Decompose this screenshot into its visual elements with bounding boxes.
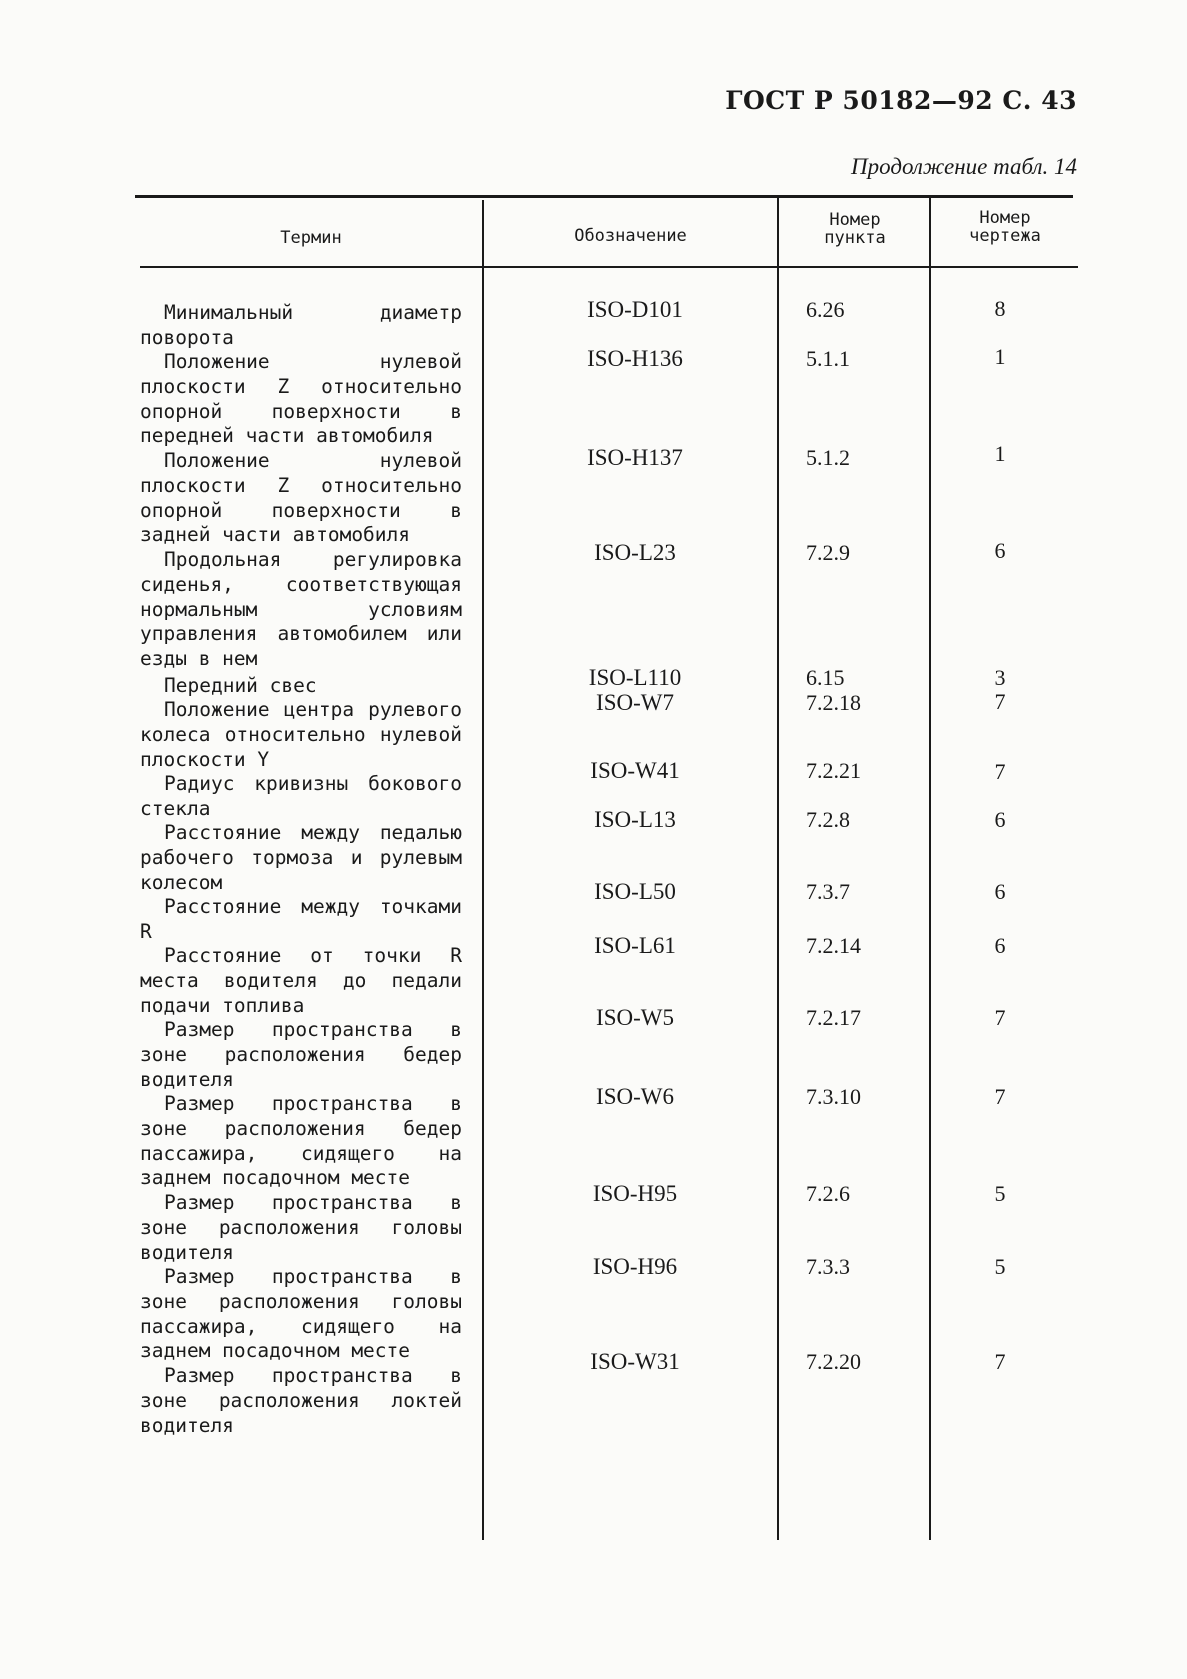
table-row-code: ISO-W6	[596, 1084, 674, 1109]
table-row-figure-number: 6	[994, 933, 1006, 958]
table-row-term: Размер пространства в зоне расположения головы пассажира, сидящего на заднем посадочном месте	[140, 1265, 462, 1363]
table-row-code: ISO-L110	[588, 665, 682, 690]
table-row-term: Передний свес	[164, 674, 317, 697]
column-header-figure: Номер чертежа	[969, 208, 1041, 246]
table-row-item-number: 6.26	[806, 297, 845, 322]
table-row-term: Размер пространства в зоне расположения бедер пассажира, сидящего на заднем посадочном месте	[140, 1092, 462, 1190]
column-header-code: Обозначение	[574, 226, 687, 246]
table-row-item-number: 7.3.10	[806, 1084, 861, 1109]
table-row-code: ISO-H137	[587, 445, 683, 470]
table-row-code: ISO-H96	[592, 1254, 678, 1279]
table-header-rule	[140, 266, 1078, 268]
table-row-figure-number: 7	[994, 1349, 1006, 1374]
table-row-item-number: 7.2.20	[806, 1349, 861, 1374]
table-top-rule	[135, 195, 1073, 198]
table-row-item-number: 5.1.1	[806, 346, 850, 371]
table-row-figure-number: 5	[994, 1254, 1006, 1279]
table-row-code: ISO-L50	[594, 879, 676, 904]
table-row-item-number: 7.2.17	[806, 1005, 861, 1030]
table-row-code: ISO-W41	[590, 758, 680, 783]
table-row-item-number: 7.2.21	[806, 758, 861, 783]
table-row-code: ISO-L13	[594, 807, 676, 832]
table-row-code: ISO-H136	[587, 346, 683, 371]
page-header: ГОСТ Р 50182—92 С. 43	[725, 86, 1077, 115]
table-row-code: ISO-W31	[590, 1349, 680, 1374]
table-row-code: ISO-W7	[596, 690, 674, 715]
table-row-figure-number: 1	[994, 344, 1006, 369]
table-row-item-number: 6.15	[806, 665, 845, 690]
table-row-figure-number: 6	[994, 879, 1006, 904]
table-row-term: Продольная регулировка сиденья, соответствующая нормальным условиям управления автомобилем или езды в нем	[140, 548, 462, 671]
table-row-figure-number: 7	[994, 689, 1006, 714]
table-row-term: Минимальный диаметр поворота	[140, 301, 462, 349]
table-row-figure-number: 1	[994, 441, 1006, 466]
table-row-term: Положение нулевой плоскости Z относительно опорной поверхности в передней части автомобиля	[140, 350, 462, 448]
table-row-term: Размер пространства в зоне расположения головы водителя	[140, 1191, 462, 1264]
table-row-term: Положение центра рулевого колеса относительно нулевой плоскости Y	[140, 698, 462, 771]
table-row-item-number: 7.2.8	[806, 807, 850, 832]
table-row-item-number: 7.3.7	[806, 879, 850, 904]
table-row-figure-number: 3	[994, 665, 1006, 690]
table-row-figure-number: 7	[994, 1005, 1006, 1030]
table-row-figure-number: 5	[994, 1181, 1006, 1206]
column-header-item: Номер пункта	[824, 210, 886, 248]
table-row-code: ISO-W5	[596, 1005, 674, 1030]
table-row-term: Радиус кривизны бокового стекла	[140, 772, 462, 820]
table-row-term: Размер пространства в зоне расположения бедер водителя	[140, 1018, 462, 1091]
table-row-figure-number: 7	[994, 759, 1006, 784]
table-row-figure-number: 6	[994, 538, 1006, 563]
table-row-figure-number: 7	[994, 1084, 1006, 1109]
table-row-item-number: 5.1.2	[806, 445, 850, 470]
table-row-figure-number: 8	[994, 296, 1006, 321]
table-caption: Продолжение табл. 14	[851, 154, 1077, 179]
table-row-item-number: 7.2.6	[806, 1181, 850, 1206]
table-row-code: ISO-L61	[594, 933, 676, 958]
column-divider-2	[777, 198, 779, 1540]
table-row-term: Размер пространства в зоне расположения локтей водителя	[140, 1364, 462, 1437]
table-row-item-number: 7.2.18	[806, 690, 861, 715]
column-divider-1	[482, 200, 484, 1540]
table-row-term: Расстояние от точки R места водителя до педали подачи топлива	[140, 944, 462, 1017]
column-header-term: Термин	[280, 228, 342, 248]
table-row-item-number: 7.2.9	[806, 540, 850, 565]
table-row-term: Положение нулевой плоскости Z относительно опорной поверхности в задней части автомобиля	[140, 449, 462, 547]
table-row-term: Расстояние между точками R	[140, 895, 462, 943]
table-row-code: ISO-D101	[587, 297, 683, 322]
table-row-figure-number: 6	[994, 807, 1006, 832]
column-divider-3	[929, 198, 931, 1540]
table-row-term: Расстояние между педалью рабочего тормоза и рулевым колесом	[140, 821, 462, 894]
table-row-item-number: 7.2.14	[806, 933, 861, 958]
table-row-code: ISO-H95	[592, 1181, 678, 1206]
table-row-code: ISO-L23	[594, 540, 676, 565]
table-row-item-number: 7.3.3	[806, 1254, 850, 1279]
